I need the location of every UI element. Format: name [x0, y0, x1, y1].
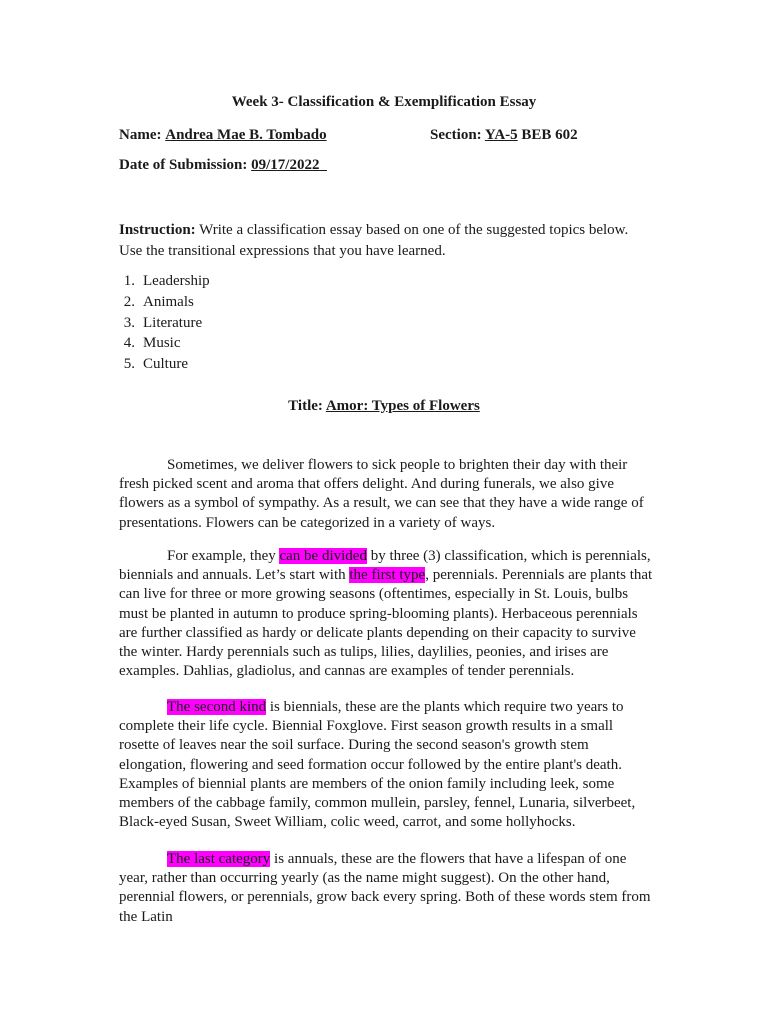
paragraph-biennials: The second kind is biennials, these are the plants which require two years to complete their life cycle. Biennial Foxglove. First season growth results in a small rosette of leaves near the soil surface. During the second season's growth stem elongation, flowering and seed formation occur followed by the entire plant's death. Examples of biennial plants are members of the onion family including leek, some members of the cabbage family, common mullein, parsley, fennel, Lunaria, silverbeet, Black-eyed Susan, Sweet William, colic weed, carrot, and some hollyhocks.	[119, 699, 636, 831]
section-label: Section:	[430, 127, 482, 143]
date-label: Date of Submission:	[119, 157, 248, 173]
list-item: 5. Culture	[123, 356, 188, 373]
list-item: 2. Animals	[123, 293, 194, 310]
name-line	[119, 127, 327, 144]
section-line	[430, 127, 578, 144]
document-heading: Week 3- Classification & Exemplification Essay	[231, 94, 537, 110]
instruction-text: Write a classification essay based on one of the suggested topics below. Use the transitional expressions that you have learned.	[119, 222, 629, 259]
instruction	[119, 220, 655, 262]
topic-list	[113, 271, 210, 375]
highlight: can be divided	[279, 548, 367, 564]
paragraph-annuals: The last category is annuals, these are the flowers that have a lifespan of one year, rather than occurring yearly (as the name might suggest). On the other hand, perennial flowers, or perennials, grow back every spring. Both of these words stem from the Latin	[119, 851, 651, 925]
essay-title-value: Amor: Types of Flowers	[325, 398, 480, 414]
list-item: 1. Leadership	[123, 273, 210, 289]
list-item: 4. Music	[123, 335, 181, 352]
list-item: 3. Literature	[123, 314, 203, 331]
highlight: the first type	[349, 567, 426, 584]
paragraph-perennials: For example, they can be divided by three (3) classification, which is perennials, biennials and annuals. Let’s start with the first type, perennials. Perennials are plants that can live for three or more growing seasons (oftentimes, especially in St. Louis, bulbs must be planted in autumn to produce spring-blooming plants). Herbaceous perennials are further classified as hardy or delicate plants depending on their capacity to survive the winter. Hardy perennials such as tulips, lilies, daylilies, peonies, and irises are examples. Dahlias, gladiolus, and cannas are examples of tender perennials.	[119, 548, 653, 680]
instruction-label: Instruction:	[119, 222, 196, 238]
section-extra: BEB 602	[521, 127, 578, 143]
name-label: Name:	[119, 127, 162, 143]
highlight: The second kind	[167, 699, 267, 715]
section-value: YA-5	[484, 127, 518, 143]
essay-title	[0, 398, 768, 415]
date-value: 09/17/2022	[251, 157, 320, 173]
date-line	[119, 157, 327, 174]
name-value: Andrea Mae B. Tombado	[165, 127, 327, 143]
essay-title-label: Title:	[288, 398, 323, 414]
paragraph-intro: Sometimes, we deliver flowers to sick people to brighten their day with their fresh picked scent and aroma that offers delight. And during funerals, we also give flowers as a symbol of sympathy. As a result, we can see that they have a wide range of presentations. Flowers can be categorized in a variety of ways.	[119, 457, 644, 531]
highlight: The last category	[167, 851, 271, 867]
